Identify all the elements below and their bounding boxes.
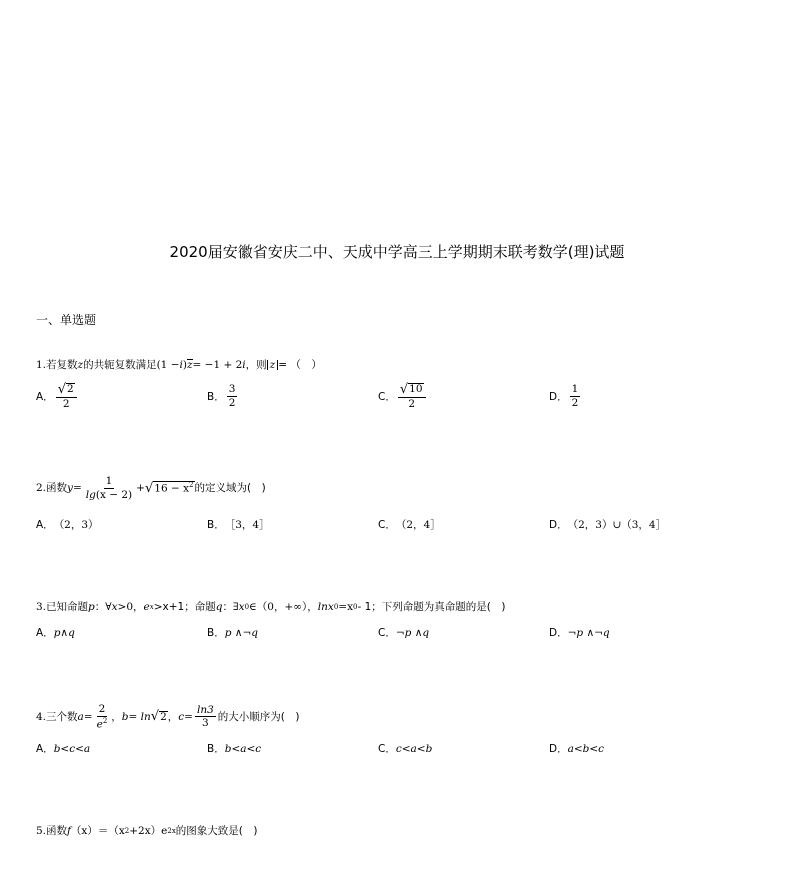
option-b[interactable]: B． ［3，4］ (207, 519, 270, 531)
question-number: 1. (36, 358, 47, 371)
question-number: 4. (36, 710, 47, 723)
option-b[interactable]: B． p ∧¬q (207, 626, 258, 639)
option-c[interactable]: C． （2，4］ (378, 519, 441, 531)
option-a[interactable]: A． b<c<a (36, 742, 91, 755)
option-c[interactable]: C． ¬p ∧q (378, 626, 430, 639)
option-b[interactable]: B． b<a<c (207, 742, 262, 755)
option-d[interactable]: D． $\frac{1}{2}$ (549, 383, 579, 409)
option-a[interactable]: A． √ 2 2 (36, 383, 79, 410)
abs-z: z (267, 360, 279, 371)
section-heading: 一、单选题 (36, 313, 97, 327)
question-number: 5. (36, 825, 47, 837)
conjugate-z: z (186, 359, 193, 371)
option-d[interactable]: D． a<b<c (549, 742, 605, 755)
question-1: 1. 若复数 z 的共轭复数满足 (1 − i ) z = −1 + 2 i ，则 z = （ ） (36, 358, 322, 371)
option-b[interactable]: B． $\frac{3}{2}$ (207, 383, 236, 409)
question-number: 3. (36, 601, 47, 613)
option-a[interactable]: A． （2，3） (36, 519, 99, 531)
option-a[interactable]: A． p∧q (36, 626, 75, 639)
question-number: 2. (36, 481, 47, 494)
question-4: 4. 三个数 a = $\frac{2}{e^2}$ ， b = ln √ 2 ， c = $\frac{\ln 3}{3}$ 的大小顺序为( ) (36, 703, 300, 731)
option-c[interactable]: C． c<a<b (378, 742, 433, 755)
question-5: 5. 函数 f （x）＝（x 2 +2x）e 2x 的图象大致是( ) (36, 825, 258, 837)
page-title: 2020届安徽省安庆二中、天成中学高三上学期期末联考数学(理)试题 (169, 243, 625, 261)
question-3: 3. 已知命题 p ：∀ x >0， e x > x+1；命题 q ：∃ x 0 ∈（0，+∞）， lnx 0 =x 0 - 1；下列命题为真命题的是( ) (36, 601, 506, 613)
question-2: 2. 函数 y = $\frac{1}{\lg(x - 2)}$ + √ $16 - x^2$ 的定义域为( ) (36, 475, 266, 501)
option-d[interactable]: D． （2，3）∪（3，4］ (549, 519, 667, 531)
option-c[interactable]: C． √ 10 2 (378, 383, 428, 410)
option-d[interactable]: D． ¬p ∧¬q (549, 626, 610, 639)
